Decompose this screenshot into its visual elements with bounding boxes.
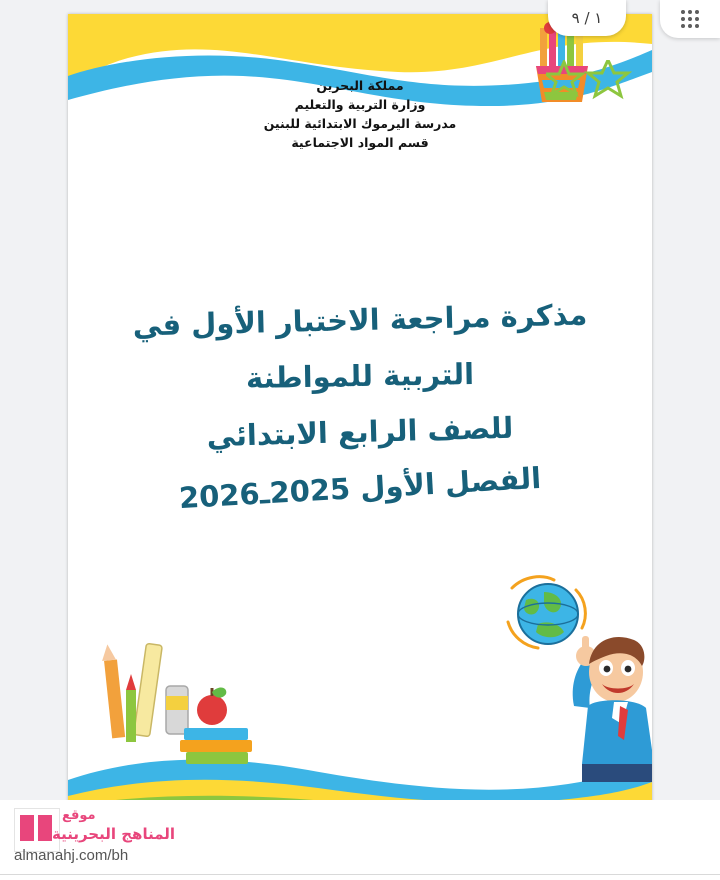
title-line-1: مذكرة مراجعة الاختبار الأول في	[132, 297, 588, 343]
page-indicator-label: ١ / ٩	[571, 9, 603, 27]
brand-name-bottom: المناهج البحرينية	[52, 825, 176, 843]
grid-menu-button[interactable]	[660, 0, 720, 38]
grid-menu-icon	[681, 10, 699, 28]
header-line-ministry: وزارة التربية والتعليم	[294, 97, 426, 112]
boy-character-icon	[536, 614, 652, 784]
brand-url[interactable]: almanahj.com/bh	[14, 847, 129, 864]
header-line-school: مدرسة اليرموك الابتدائية للبنين	[263, 116, 457, 131]
brand-name-top: موقع	[62, 808, 96, 823]
star-icon	[546, 60, 636, 100]
books-stack-icon	[84, 626, 254, 776]
page-indicator[interactable]	[548, 0, 626, 36]
title-line-3: للصف الرابع الابتدائي	[206, 410, 514, 454]
title-line-2: التربية للمواطنة	[245, 357, 475, 395]
header-line-country: مملكة البحرين	[316, 78, 404, 93]
brand-divider	[0, 874, 720, 875]
document-page[interactable]	[68, 14, 652, 814]
title-line-4: الفصل الأول 2025ـ2026	[178, 460, 542, 516]
header-line-department: قسم المواد الاجتماعية	[291, 135, 429, 150]
site-branding-bar	[0, 800, 720, 880]
document-title	[108, 292, 612, 516]
